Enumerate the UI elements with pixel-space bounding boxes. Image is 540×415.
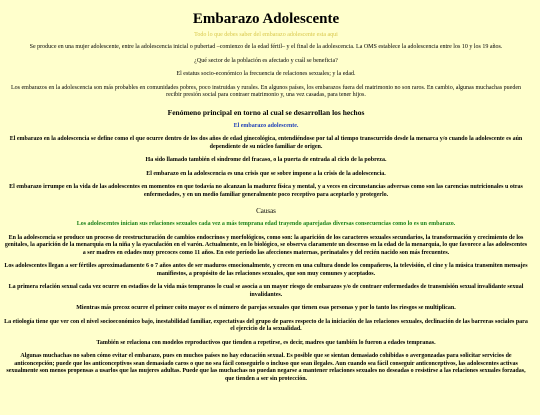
section1-paragraph-3: El embarazo en la adolescencia es una crisis que se sobre impone a la crisis de la adolescencia. — [146, 170, 386, 177]
section2-paragraph-2: Los adolescentes llegan a ser fértiles aproximadamente 6 o 7 años antes de ser maduros emocionalmente, y crecen en una cultura donde los compañeros, la televisión, el cine y la música transmiten mensajes manifiestos, a propósito de las relaciones sexuales, que son muy comunes y aceptados. — [4, 263, 528, 277]
section-heading-causas: Causas — [256, 207, 276, 215]
intro-question: ¿Qué sector de la población es afectado y cuál se beneficia? — [194, 57, 338, 64]
section2-lead: Los adolescentes inician sus relaciones sexuales cada vez a más temprana edad trayendo aparejadas diversas consecuencias como lo es un embarazo. — [76, 221, 456, 227]
section-heading-fenomeno: Fenómeno principal en torno al cual se desarrollan los hechos — [167, 107, 365, 117]
section1-paragraph-2: Ha sido llamado también el síndrome del fracaso, o la puerta de entrada al ciclo de la pobreza. — [145, 157, 387, 163]
page — [0, 10, 532, 383]
section2-paragraph-4: Mientras más precoz ocurre el primer coito mayor es el número de parejas sexuales que tienen esas personas y por lo tanto los riesgos se multiplican. — [76, 305, 456, 311]
section2-paragraph-1: En la adolescencia se produce un proceso de reestructuración de cambios endocrinos y morfológicos, como son: la aparición de los caracteres sexuales secundarios, la transformación y crecimiento de los genitales, la aparición de la menarquia en la niña y la eyaculación en el varón. Actualmente, en lo biológico, se observa claramente un descenso en la edad de la menarquia, lo que favorece a las adolescentes a ser madres en edades muy precoces como 11 años. En este período las afecciones maternas, perinatales y del recién nacido son más frecuentes. — [4, 234, 528, 256]
intro-paragraph-3: Los embarazos en la adolescencia son más probables en comunidades pobres, poco instruidas y rurales. En algunos países, los embarazos fuera del matrimonio no son raros. En cambio, algunas muchachas pueden recibir presión social para contraer matrimonio y, una vez casadas, para tener hijos. — [10, 84, 521, 98]
section-subheading-embarazo: El embarazo adolescente. — [233, 122, 299, 129]
section1-paragraph-1: El embarazo en la adolescencia se define como el que ocurre dentro de los dos años de edad ginecológica, entendiéndose por tal al tiempo transcurrido desde la menarca y/o cuando la adolescente es aún dependiente de su núcleo familiar de origen. — [9, 136, 523, 150]
section2-paragraph-5: La etiología tiene que ver con el nivel socioeconómico bajo, inestabilidad familiar, expectativas del grupo de pares respecto de la iniciación de las relaciones sexuales, declinación de las barreras sociales para el ejercicio de la sexualidad. — [4, 318, 528, 332]
section1-paragraph-4: El embarazo irrumpe en la vida de las adolescentes en momentos en que todavía no alcanzan la madurez física y mental, y a veces en circunstancias adversas como son las carencias nutricionales u otras enfermedades, y en un medio familiar generalmente poco receptivo para aceptarlo y protegerlo. — [9, 184, 523, 198]
intro-paragraph-1: Se produce en una mujer adolescente, entre la adolescencia inicial o pubertad –comienzo de la edad fértil– y el final de la adolescencia. La OMS establece la adolescencia entre los 10 y los 19 años. — [29, 44, 503, 50]
section2-paragraph-3: La primera relación sexual cada vez ocurre en estadíos de la vida más tempranos lo cual se asocia a un mayor riesgo de embarazos y/o de contraer enfermedades de transmisión sexual invalidante sexual invalidantes. — [8, 284, 524, 298]
section2-paragraph-7: Algunas muchachas no saben cómo evitar el embarazo, pues en muchos países no hay educación sexual. Es posible que se sientan demasiado cohibidas o avergonzadas para solicitar servicios de anticoncepción; puede que los anticonceptivos sean demasiado caros o que no sea fácil conseguirlo o incluso que sean ilegales. Aun cuando sea fácil conseguir anticonceptivos, las adolescentes activas sexualmente son menos propensas a usarlos que las mujeres adultas. Puede que las muchachas no puedan negarse a mantener relaciones sexuales no deseadas o resistirse a las relaciones sexuales forzadas, que tienden a ser sin protección. — [6, 353, 526, 382]
page-subtitle: Todo lo que debes saber del embarazo adolescente esta aqui — [194, 32, 338, 38]
section2-paragraph-6: También se relaciona con modelos reproductivos que tienden a repetirse, es decir, madres que también lo fueron a edades tempranas. — [96, 339, 436, 346]
intro-paragraph-2: El estatus socio-económico la frecuencia de relaciones sexuales; y la edad. — [176, 71, 356, 77]
page-title: Embarazo Adolescente — [192, 11, 340, 27]
